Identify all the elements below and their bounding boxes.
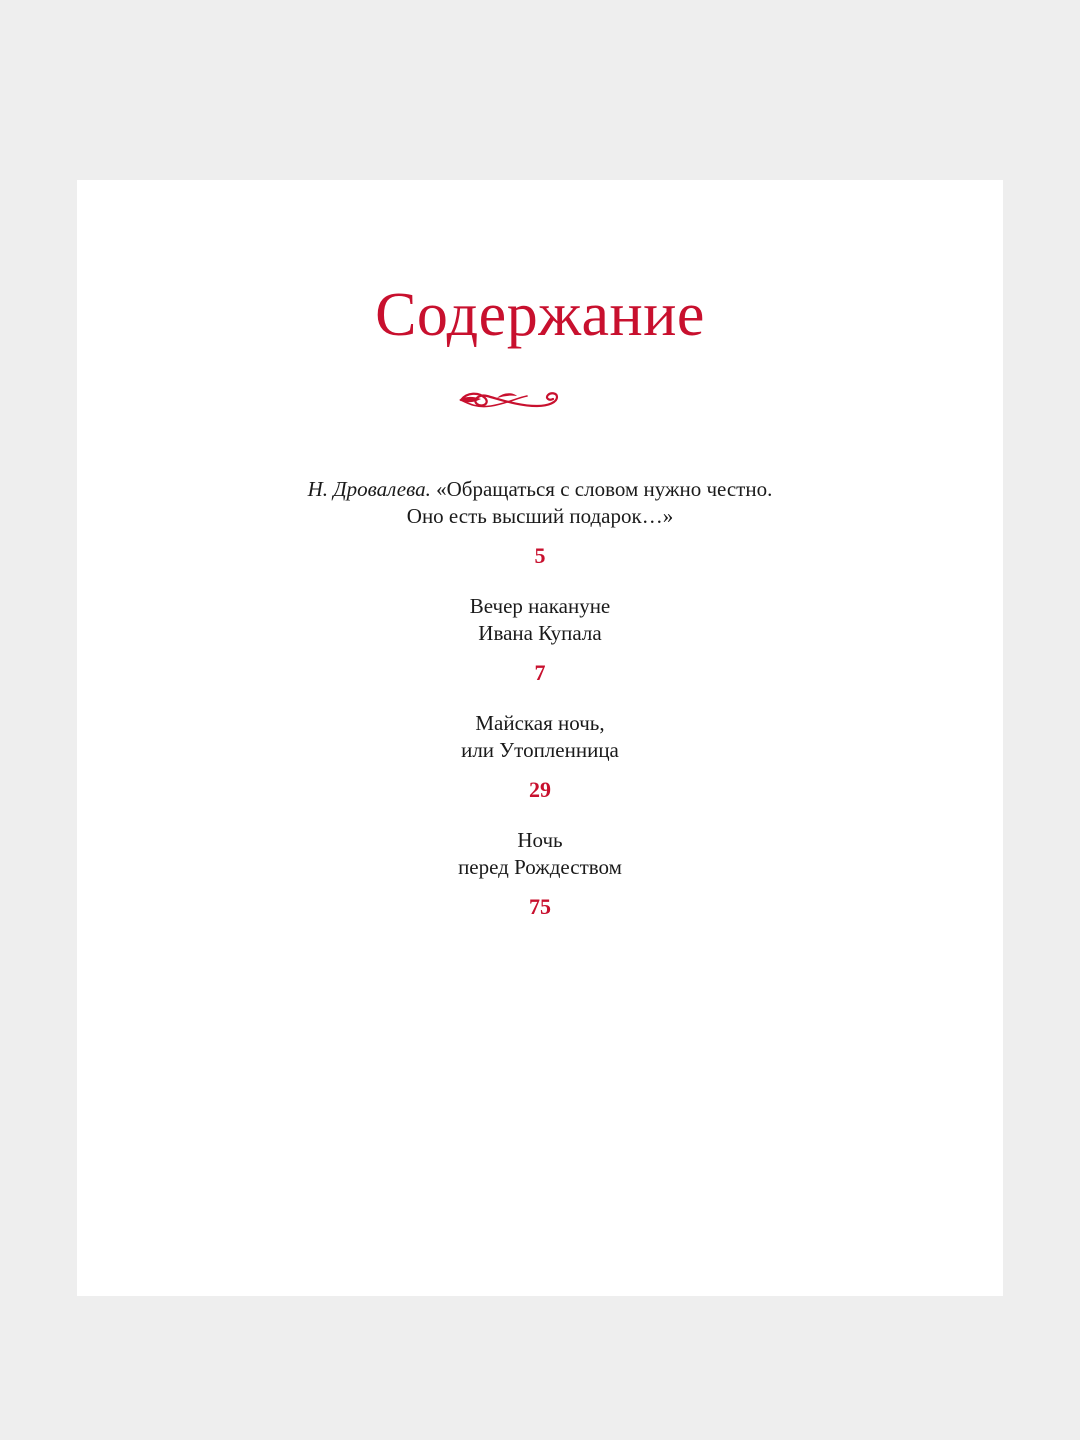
toc-entry-preface[interactable] — [77, 476, 1003, 569]
toc-entry-title-line: Майская ночь, — [475, 711, 605, 735]
toc-entry-page-number: 7 — [534, 660, 546, 685]
toc-entry-christmas-eve[interactable] — [77, 827, 1003, 920]
toc-entry-page-number: 29 — [529, 777, 551, 802]
toc-entry-title-text: «Обращаться с словом нужно честно. — [436, 477, 773, 501]
toc-entry-page-number: 5 — [534, 543, 546, 568]
toc-entry-title — [77, 476, 1003, 530]
table-of-contents — [77, 476, 1003, 944]
toc-entry-title — [77, 593, 1003, 647]
toc-entry-title-line — [77, 476, 1003, 503]
toc-entry-title-line: или Утопленница — [461, 738, 619, 762]
toc-entry-may-night[interactable] — [77, 710, 1003, 803]
toc-entry-ivan-kupala[interactable] — [77, 593, 1003, 686]
toc-entry-title — [77, 710, 1003, 764]
toc-entry-author: Н. Дровалева. — [307, 477, 431, 501]
toc-entry-title — [77, 827, 1003, 881]
toc-entry-title-line: Оно есть высший подарок…» — [406, 504, 674, 528]
toc-entry-page-number: 75 — [529, 894, 551, 919]
page-title: Содержание — [375, 281, 705, 349]
toc-entry-title-line: Ивана Купала — [478, 621, 602, 645]
swirl-ornament-icon — [457, 382, 567, 418]
book-page — [77, 180, 1003, 1296]
toc-entry-title-line: Вечер накануне — [469, 594, 611, 618]
toc-entry-title-line: перед Рождеством — [458, 855, 622, 879]
toc-entry-title-line: Ночь — [517, 828, 563, 852]
